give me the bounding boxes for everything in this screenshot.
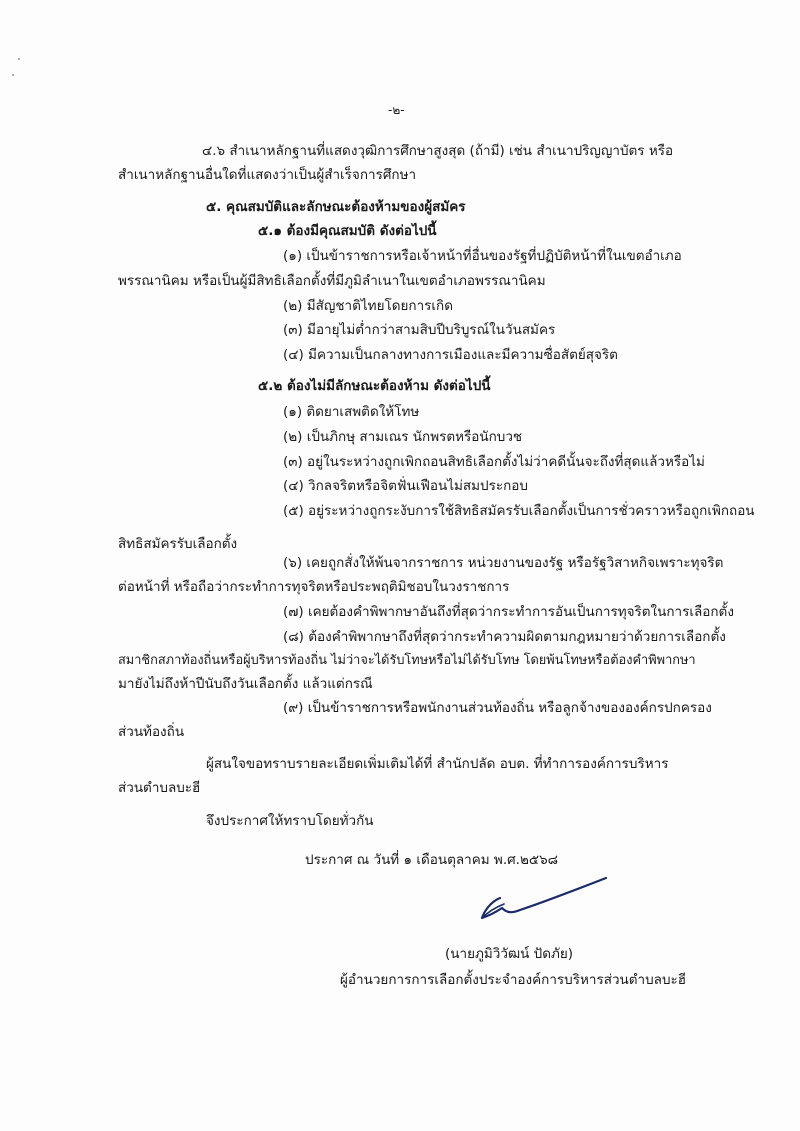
prohibition-3: (๓) อยู่ในระหว่างถูกเพิกถอนสิทธิเลือกตั้งไม่ว่าคดีนั้นจะถึงที่สุดแล้วหรือไม่ [283,454,705,470]
qualification-2: (๒) มีสัญชาติไทยโดยการเกิด [283,298,453,314]
prohibition-8-line-2: สมาชิกสภาท้องถิ่นหรือผู้บริหารท้องถิ่น ไม่ว่าจะได้รับโทษหรือไม่ได้รับโทษ โดยพ้นโทษหรือต้องคำพิพากษา [118,653,696,668]
prohibition-7: (๗) เคยต้องคำพิพากษาอันถึงที่สุดว่ากระทำการอันเป็นการทุจริตในการเลือกตั้ง [283,604,734,620]
signature-image [440,868,610,928]
prohibition-2: (๒) เป็นภิกษุ สามเณร นักพรตหรือนักบวช [283,429,523,445]
prohibition-5-line-1: (๕) อยู่ระหว่างถูกระงับการใช้สิทธิสมัครรับเลือกตั้งเป็นการชั่วคราวหรือถูกเพิกถอน [283,503,755,519]
section-5-heading: ๕. คุณสมบัติและลักษณะต้องห้ามของผู้สมัคร [206,199,466,215]
prohibition-6-line-1: (๖) เคยถูกสั่งให้พ้นจากราชการ หน่วยงานของรัฐ หรือรัฐวิสาหกิจเพราะทุจริต [283,555,724,571]
item-4-6-line-2: สำเนาหลักฐานอื่นใดที่แสดงว่าเป็นผู้สำเร็จการศึกษา [118,167,417,183]
qualification-1-line-2: พรรณานิคม หรือเป็นผู้มีสิทธิเลือกตั้งที่มีภูมิลำเนาในเขตอำเภอพรรณานิคม [118,273,546,289]
page-number: -๒- [388,103,405,117]
prohibition-8-line-1: (๘) ต้องคำพิพากษาถึงที่สุดว่ากระทำความผิดตามกฎหมายว่าด้วยการเลือกตั้ง [283,629,726,645]
signatory-position: ผู้อำนวยการการเลือกตั้งประจำองค์การบริหารส่วนตำบลบะฮี [340,972,687,988]
prohibition-1: (๑) ติดยาเสพติดให้โทษ [283,404,420,420]
prohibition-9-line-1: (๙) เป็นข้าราชการหรือพนักงานส่วนท้องถิ่น หรือลูกจ้างขององค์กรปกครอง [283,700,712,716]
announcement-date: ประกาศ ณ วันที่ ๑ เดือนตุลาคม พ.ศ.๒๕๖๘ [305,852,559,868]
qualification-3: (๓) มีอายุไม่ต่ำกว่าสามสิบปีบริบูรณ์ในวันสมัคร [283,322,556,338]
scan-speck [12,74,14,76]
scan-speck [18,58,20,60]
contact-info-line-1: ผู้สนใจขอทราบรายละเอียดเพิ่มเติมได้ที่ สำนักปลัด อบต. ที่ทำการองค์การบริหาร [206,756,669,772]
contact-info-line-2: ส่วนตำบลบะฮี [118,780,201,796]
prohibition-9-line-2: ส่วนท้องถิ่น [118,724,185,740]
section-5-2-heading: ๕.๒ ต้องไม่มีลักษณะต้องห้าม ดังต่อไปนี้ [258,378,491,394]
prohibition-8-line-3: มายังไม่ถึงห้าปีนับถึงวันเลือกตั้ง แล้วแต่กรณี [118,676,373,692]
qualification-1-line-1: (๑) เป็นข้าราชการหรือเจ้าหน้าที่อื่นของรัฐที่ปฏิบัติหน้าที่ในเขตอำเภอ [283,248,682,264]
prohibition-5-line-2: สิทธิสมัครรับเลือกตั้ง [118,536,238,552]
prohibition-6-line-2: ต่อหน้าที่ หรือถือว่ากระทำการทุจริตหรือประพฤติมิชอบในวงราชการ [118,579,510,595]
section-5-1-heading: ๕.๑ ต้องมีคุณสมบัติ ดังต่อไปนี้ [258,223,437,239]
announcement-closing: จึงประกาศให้ทราบโดยทั่วกัน [206,813,374,829]
signatory-name: (นายภูมิวิวัฒน์ ปัดภัย) [445,946,574,962]
qualification-4: (๔) มีความเป็นกลางทางการเมืองและมีความซื่อสัตย์สุจริต [283,347,618,363]
item-4-6-line-1: ๔.๖ สำเนาหลักฐานที่แสดงวุฒิการศึกษาสูงสุด (ถ้ามี) เช่น สำเนาปริญญาบัตร หรือ [202,143,674,159]
prohibition-4: (๔) วิกลจริตหรือจิตฟั่นเฟือนไม่สมประกอบ [283,478,528,494]
